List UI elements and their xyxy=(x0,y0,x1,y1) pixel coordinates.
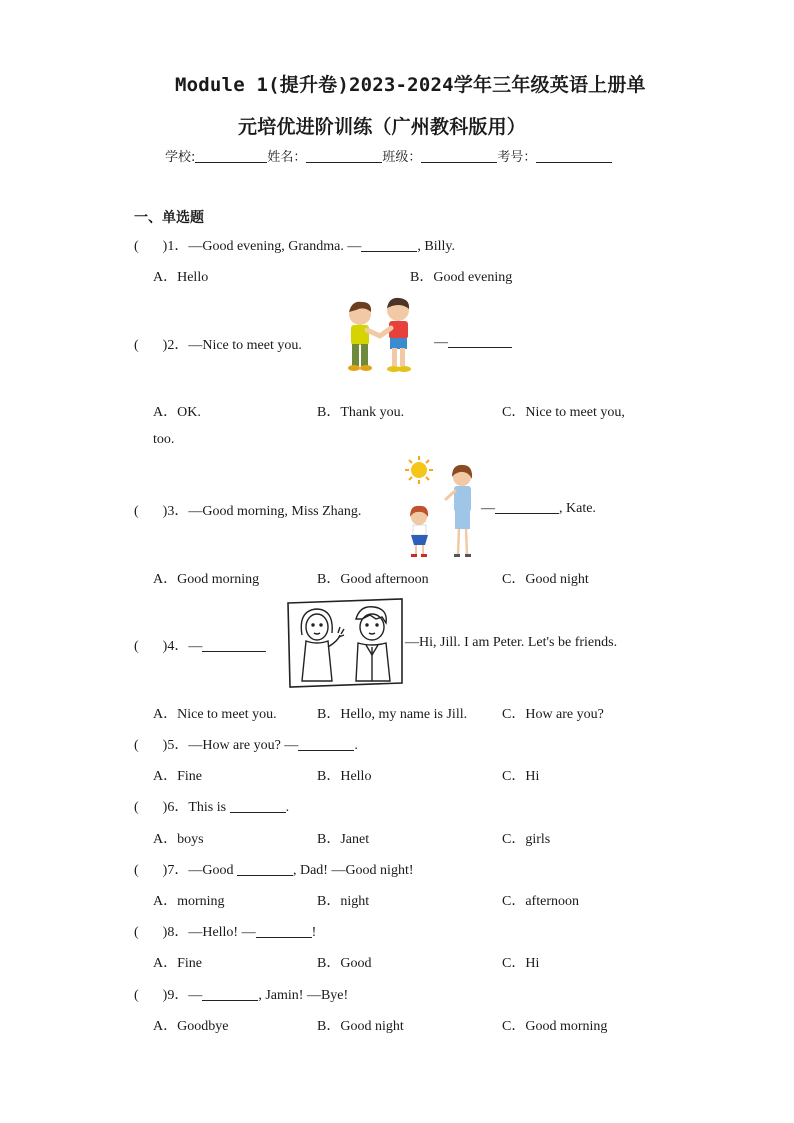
q4-option-a[interactable]: A．Nice to meet you. xyxy=(153,707,277,722)
q7-option-c[interactable]: C．afternoon xyxy=(502,894,579,909)
q4-option-b[interactable]: B．Hello, my name is Jill. xyxy=(317,707,468,722)
boy-right-leg xyxy=(392,348,397,366)
paren: ( xyxy=(134,338,139,353)
number-label: 考号： xyxy=(497,150,537,165)
q3-stem-after: , Kate. xyxy=(559,501,596,516)
q7-stem-after: , Dad! —Good night! xyxy=(292,863,414,878)
paren: ( xyxy=(134,239,139,254)
name-label: 姓名： xyxy=(267,150,307,165)
q2-option-c-continued: too. xyxy=(153,432,175,447)
school-label: 学校: xyxy=(165,150,196,165)
paren: ( xyxy=(134,925,139,940)
q3-blank[interactable] xyxy=(495,500,559,514)
q6-option-b[interactable]: B．Janet xyxy=(317,832,370,847)
q5-option-a[interactable]: A．Fine xyxy=(153,769,202,784)
q8-option-b[interactable]: B．Good xyxy=(317,956,372,971)
q7-blank[interactable] xyxy=(237,862,293,876)
sun-icon xyxy=(405,456,433,484)
q4-option-c[interactable]: C．How are you? xyxy=(502,707,604,722)
boy-left-leg2 xyxy=(361,344,368,366)
q2-blank[interactable] xyxy=(448,334,512,348)
question-9 xyxy=(134,984,348,1004)
q1-blank[interactable] xyxy=(361,238,417,252)
question-7 xyxy=(134,859,414,879)
boy-left-shoe xyxy=(348,365,360,371)
q3-option-a[interactable]: A．Good morning xyxy=(153,572,260,587)
question-2 xyxy=(134,334,302,354)
q1-stem-after: , Billy. xyxy=(417,239,455,254)
question-5 xyxy=(134,734,358,754)
page-title-line-1: Module 1(提升卷)2023-2024学年三年级英语上册单 xyxy=(175,74,646,96)
q5-option-b[interactable]: B．Hello xyxy=(317,769,372,784)
q8-option-c[interactable]: C．Hi xyxy=(502,956,540,971)
q5-option-c[interactable]: C．Hi xyxy=(502,769,540,784)
q5-stem-after: . xyxy=(354,738,358,753)
q9-blank[interactable] xyxy=(202,987,258,1001)
paren: ( xyxy=(134,738,139,753)
q8-option-a[interactable]: A．Fine xyxy=(153,956,202,971)
q7-option-a[interactable]: A．morning xyxy=(153,894,225,909)
q4-blank[interactable] xyxy=(202,638,266,652)
q8-stem: )8．—Hello! — xyxy=(162,925,256,940)
q1-stem: )1．—Good evening, Grandma. — xyxy=(162,239,362,254)
class-label: 班级： xyxy=(382,150,422,165)
q9-option-c[interactable]: C．Good morning xyxy=(502,1019,608,1034)
student-info-row xyxy=(165,146,612,165)
q6-stem: )6．This is xyxy=(162,800,227,815)
q3-dash: — xyxy=(481,501,495,516)
q1-option-b[interactable]: B．Good evening xyxy=(410,270,513,285)
q5-stem: )5．—How are you? — xyxy=(162,738,299,753)
q1-option-a[interactable]: A．Hello xyxy=(153,270,209,285)
boys-handshake-image xyxy=(334,296,426,380)
boy-right-shoe2 xyxy=(397,366,411,372)
q3-option-b[interactable]: B．Good afternoon xyxy=(317,572,429,587)
girl-teacher-morning-image xyxy=(402,455,482,559)
paren: ( xyxy=(134,504,139,519)
question-4 xyxy=(134,635,266,655)
q6-blank[interactable] xyxy=(230,799,286,813)
question-8 xyxy=(134,921,316,941)
paren: ( xyxy=(134,988,139,1003)
question-6 xyxy=(134,796,289,816)
teacher-figure xyxy=(446,465,472,557)
q3-stem: )3．—Good morning, Miss Zhang. xyxy=(162,504,362,519)
boy-right-shorts xyxy=(390,338,407,349)
girl-figure xyxy=(410,506,428,557)
boy-left-shoe2 xyxy=(360,365,372,371)
question-1 xyxy=(134,235,455,255)
boy-right-leg2 xyxy=(400,348,405,366)
q9-option-a[interactable]: A．Goodbye xyxy=(153,1019,229,1034)
q2-stem: )2．—Nice to meet you. xyxy=(162,338,302,353)
q2-option-c[interactable]: C．Nice to meet you, xyxy=(502,405,625,420)
school-blank[interactable] xyxy=(195,150,267,163)
q7-stem: )7．—Good xyxy=(162,863,234,878)
q8-stem-after: ! xyxy=(311,925,317,940)
number-blank[interactable] xyxy=(536,150,612,163)
q5-blank[interactable] xyxy=(298,737,354,751)
q4-stem-after: —Hi, Jill. I am Peter. Let's be friends. xyxy=(405,635,618,650)
q7-option-b[interactable]: B．night xyxy=(317,894,370,909)
q6-option-c[interactable]: C．girls xyxy=(502,832,551,847)
q8-blank[interactable] xyxy=(256,924,312,938)
q6-stem-after: . xyxy=(285,800,290,815)
q9-stem: )9．— xyxy=(162,988,203,1003)
q4-stem: )4．— xyxy=(162,639,203,654)
section-title: 一、单选题 xyxy=(134,210,204,226)
q9-stem-after: , Jamin! —Bye! xyxy=(258,988,349,1003)
q9-option-b[interactable]: B．Good night xyxy=(317,1019,404,1034)
class-blank[interactable] xyxy=(421,150,497,163)
question-3 xyxy=(134,500,361,520)
jill-peter-drawing-image xyxy=(286,597,404,689)
q3-option-c[interactable]: C．Good night xyxy=(502,572,589,587)
q2-dash: — xyxy=(434,335,448,350)
page-title-line-2: 元培优进阶训练（广州教科版用） xyxy=(238,116,527,138)
paren: ( xyxy=(134,639,139,654)
q6-option-a[interactable]: A．boys xyxy=(153,832,204,847)
paren: ( xyxy=(134,800,139,815)
paren: ( xyxy=(134,863,139,878)
name-blank[interactable] xyxy=(306,150,382,163)
q3-answer xyxy=(481,500,596,517)
boy-left-leg xyxy=(352,344,359,366)
q2-option-b[interactable]: B．Thank you. xyxy=(317,405,405,420)
q2-option-a[interactable]: A．OK. xyxy=(153,405,201,420)
q2-answer xyxy=(434,334,512,351)
